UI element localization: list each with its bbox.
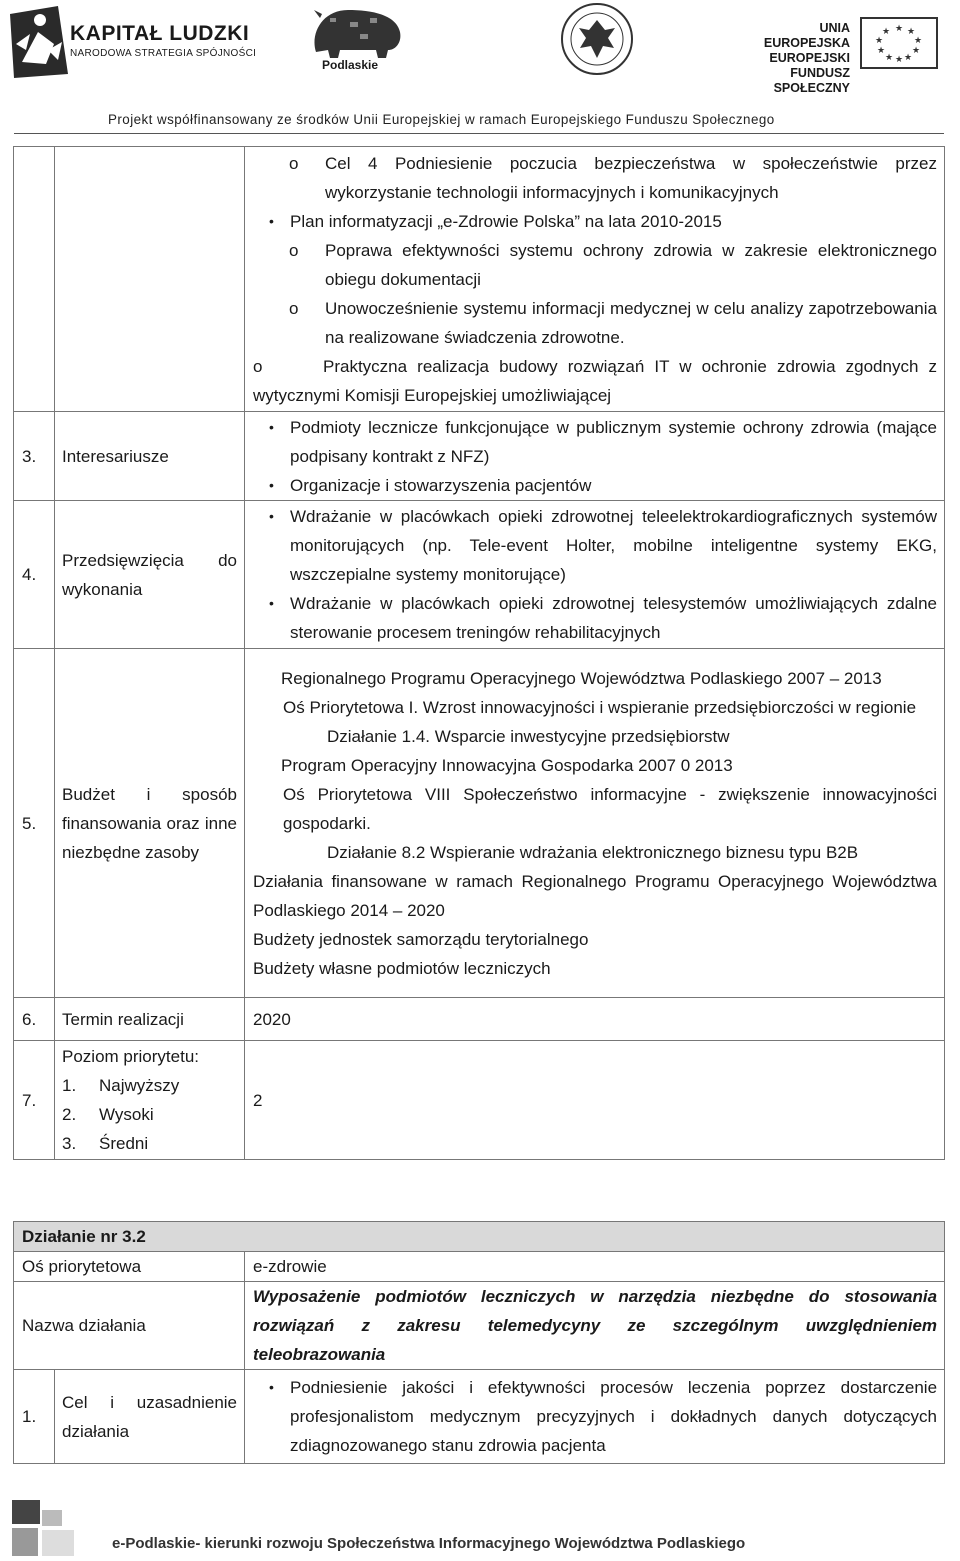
bullet-icon: • xyxy=(269,1379,274,1395)
table-row-undertakings xyxy=(14,501,945,649)
table-row-continuation xyxy=(14,147,945,412)
list-item: • Plan informatyzacji „e-Zdrowie Polska” na lata 2010-2015 xyxy=(253,207,937,236)
axis-label: Oś priorytetowa xyxy=(14,1252,245,1282)
table-row-priority xyxy=(14,1041,945,1160)
svg-text:★: ★ xyxy=(874,35,884,45)
row-number: 1. xyxy=(14,1370,55,1464)
deadline-value: 2020 xyxy=(245,998,945,1041)
svg-text:★: ★ xyxy=(881,26,891,36)
table-row-goal xyxy=(14,1370,945,1464)
bison-icon xyxy=(300,4,410,62)
list-item: • Podmioty lecznicze funkcjonujące w publicznym systemie ochrony zdrowia (mające podpisany kontrakt z NFZ) xyxy=(253,413,937,471)
row-label: Termin realizacji xyxy=(55,998,245,1041)
svg-text:★: ★ xyxy=(911,45,921,55)
footer-squares-icon xyxy=(12,1500,74,1556)
budget-line: Program Operacyjny Innowacyjna Gospodarka 2007 0 2013 xyxy=(281,755,733,775)
priority-value: 2 xyxy=(245,1041,945,1160)
priority-option: 2. Wysoki xyxy=(62,1105,154,1124)
row-number: 6. xyxy=(14,998,55,1041)
svg-text:★: ★ xyxy=(876,45,886,55)
kapital-ludzki-emblem-icon xyxy=(8,4,70,80)
bullet-icon: • xyxy=(269,595,274,611)
list-item: • Podniesienie jakości i efektywności procesów leczenia poprzez dostarczenie profesjonalistom medycznym precyzyjnych i dokładnych danych dotyczących zdiagnozowanego stanu zdrowia pacjenta xyxy=(253,1373,937,1460)
podlaskie-label: Podlaskie xyxy=(322,58,379,72)
axis-value: e-zdrowie xyxy=(245,1252,945,1282)
svg-text:★: ★ xyxy=(906,26,916,36)
bullet-icon: • xyxy=(269,508,274,524)
list-item: • Organizacje i stowarzyszenia pacjentów xyxy=(253,471,937,500)
seal-logo xyxy=(560,2,634,76)
name-label: Nazwa działania xyxy=(14,1282,245,1370)
svg-text:★: ★ xyxy=(903,52,913,62)
budget-line: Budżety jednostek samorządu terytorialnego xyxy=(253,929,589,949)
action-table xyxy=(13,1221,945,1464)
table-row-name xyxy=(14,1282,945,1370)
cofinancing-line: Projekt współfinansowany ze środków Unii Europejskiej w ramach Europejskiego Funduszu Społecznego xyxy=(108,112,775,127)
svg-text:★: ★ xyxy=(884,52,894,62)
row-number: 3. xyxy=(14,412,55,501)
list-item: • Wdrażanie w placówkach opieki zdrowotnej telesystemów umożliwiających zdalne sterowanie procesem treningów rehabilitacyjnych xyxy=(253,589,937,647)
list-item: • Wdrażanie w placówkach opieki zdrowotnej teleelektrokardiograficznych systemów monitorujących (np. Tele-event Holter, mobilne inteligentne systemy EKG, wszczepialne systemy monitorujące) xyxy=(253,502,937,589)
bullet-icon: • xyxy=(269,418,274,435)
priority-option: 3. Średni xyxy=(62,1134,149,1153)
circle-bullet-icon: o xyxy=(289,153,299,173)
row-label: Cel i uzasadnienie działania xyxy=(55,1370,245,1464)
budget-line: Działanie 8.2 Wspieranie wdrażania elektronicznego biznesu typu B2B xyxy=(327,842,859,862)
eagle-seal-icon xyxy=(560,2,634,76)
logo-subtitle: NARODOWA STRATEGIA SPÓJNOŚCI xyxy=(70,48,257,59)
eu-logo-line-3: FUNDUSZ SPOŁECZNY xyxy=(773,66,850,95)
row-label: Budżet i sposób finansowania oraz inne niezbędne zasoby xyxy=(55,649,245,998)
table-row-deadline xyxy=(14,998,945,1041)
action-title: Działanie nr 3.2 xyxy=(14,1222,945,1252)
budget-line: Oś Priorytetowa VIII Społeczeństwo informacyjne - zwiększenie innowacyjności gospodarki. xyxy=(283,784,937,833)
row-label: Przedsięwzięcia do wykonania xyxy=(55,501,245,649)
list-item: o Unowocześnienie systemu informacji medycznej w celu analizy zapotrzebowania na realizowane świadczenia zdrowotne. xyxy=(253,294,937,352)
continuation-content xyxy=(245,147,945,412)
row-label: Interesariusze xyxy=(55,412,245,501)
podlaskie-bison-logo xyxy=(300,4,410,64)
budget-line: Budżety własne podmiotów leczniczych xyxy=(253,958,551,978)
priority-option: 1. Najwyższy xyxy=(62,1076,180,1095)
name-value: Wyposażenie podmiotów leczniczych w narzędzia niezbędne do stosowania rozwiązań z zakresu telemedycyny ze szczególnym uwzględnieniem teleobrazowania xyxy=(245,1282,945,1370)
footer-text: e-Podlaskie- kierunki rozwoju Społeczeństwa Informacyjnego Województwa Podlaskiego xyxy=(112,1535,746,1552)
svg-text:★: ★ xyxy=(894,54,904,64)
budget-line: Działanie 1.4. Wsparcie inwestycyjne przedsiębiorstw xyxy=(327,726,730,746)
eu-logo-line-1: UNIA EUROPEJSKA xyxy=(763,21,850,50)
row-number: 5. xyxy=(14,649,55,998)
svg-text:★: ★ xyxy=(913,35,923,45)
circle-bullet-icon: o xyxy=(289,240,299,260)
table-row-axis xyxy=(14,1252,945,1282)
eu-logo-text xyxy=(745,21,850,96)
circle-bullet-icon: o xyxy=(253,356,263,376)
table-row-stakeholders xyxy=(14,412,945,501)
logo-title: KAPITAŁ LUDZKI xyxy=(70,22,250,45)
circle-bullet-icon: o xyxy=(289,298,299,318)
bullet-icon: • xyxy=(269,212,274,229)
table-row-budget xyxy=(14,649,945,998)
strategy-table xyxy=(13,146,945,1160)
svg-text:★: ★ xyxy=(894,23,904,33)
priority-title: Poziom priorytetu: xyxy=(62,1047,199,1066)
budget-line: Oś Priorytetowa I. Wzrost innowacyjności i wspieranie przedsiębiorczości w regionie xyxy=(283,697,917,717)
list-item: o Cel 4 Podniesienie poczucia bezpieczeństwa w społeczeństwie przez wykorzystanie technologii informacyjnych i komunikacyjnych xyxy=(253,149,937,207)
table-row-title xyxy=(14,1222,945,1252)
eu-logo-line-2: EUROPEJSKI xyxy=(769,51,850,65)
eu-flag-icon xyxy=(860,17,938,69)
bullet-icon: • xyxy=(269,476,274,493)
budget-line: Działania finansowane w ramach Regionalnego Programu Operacyjnego Województwa Podlaskiego 2014 – 2020 xyxy=(253,871,937,920)
header-divider xyxy=(14,133,944,134)
list-item: o Praktyczna realizacja budowy rozwiązań IT w ochronie zdrowia zgodnych z wytycznymi Komisji Europejskiej umożliwiającej xyxy=(253,352,937,410)
row-number: 7. xyxy=(14,1041,55,1160)
row-number: 4. xyxy=(14,501,55,649)
budget-line: Regionalnego Programu Operacyjnego Województwa Podlaskiego 2007 – 2013 xyxy=(281,668,882,688)
list-item: o Poprawa efektywności systemu ochrony zdrowia w zakresie elektronicznego obiegu dokumentacji xyxy=(253,236,937,294)
